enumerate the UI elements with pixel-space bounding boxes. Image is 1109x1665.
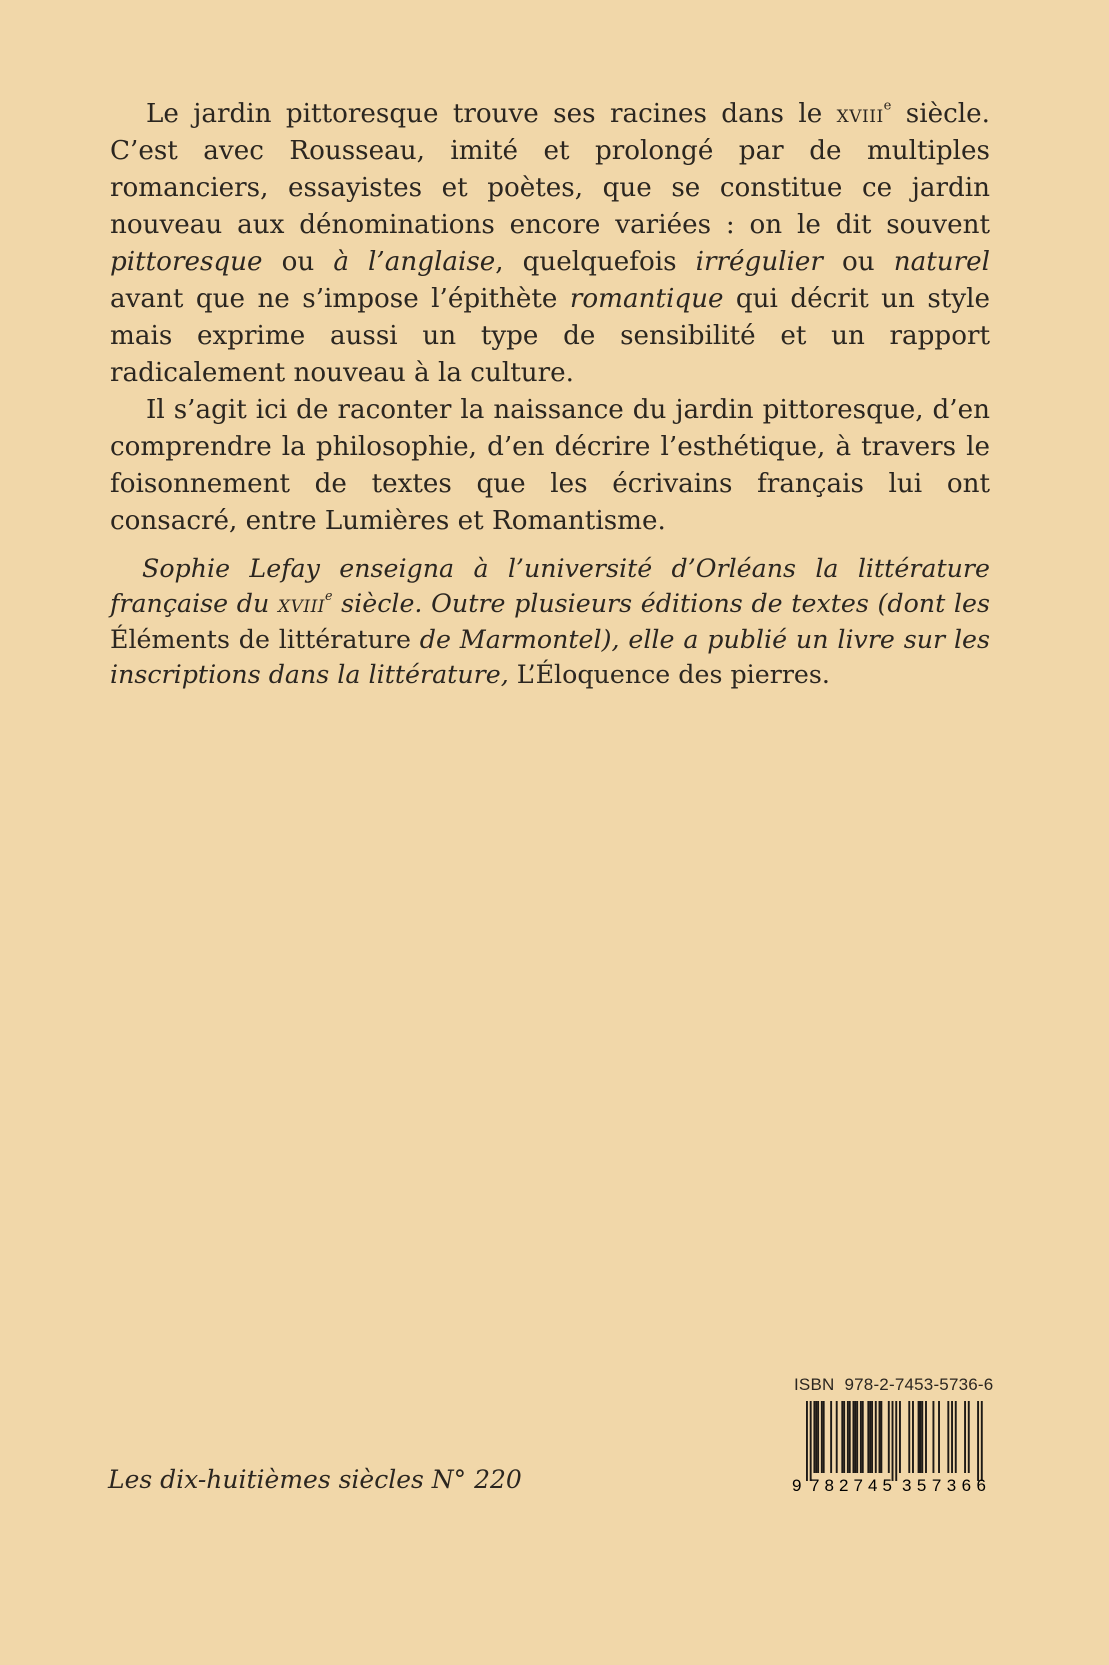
text-run: , [500, 660, 517, 689]
book-title: Éléments de littérature [110, 625, 411, 654]
italic-term: irrégulier [695, 247, 823, 277]
barcode-bar [849, 1401, 851, 1473]
text-run: . [821, 660, 830, 689]
book-title: L’Éloquence des pierres [516, 660, 822, 689]
barcode-bar [869, 1401, 871, 1473]
text-run: Sophie Lefay enseigna à l’université d’Orléans la littérature française du [110, 554, 990, 618]
italic-term: à l’anglaise [333, 247, 496, 277]
barcode-bar [836, 1401, 838, 1473]
barcode-bar [867, 1401, 869, 1473]
barcode [790, 1401, 994, 1493]
barcode-bar [853, 1401, 855, 1473]
isbn-label [794, 1375, 993, 1395]
barcode-bar [968, 1401, 970, 1473]
barcode-bar [919, 1401, 921, 1473]
barcode-digits-right: 357366 [902, 1476, 986, 1493]
barcode-bar [947, 1401, 949, 1473]
barcode-bar [879, 1401, 881, 1473]
blurb-paragraph-1 [110, 95, 990, 392]
barcode-bar [821, 1401, 823, 1473]
barcode-bars [806, 1401, 983, 1481]
barcode-bar [921, 1401, 923, 1473]
superscript: e [325, 587, 333, 603]
blurb-paragraph-2: Il s’agit ici de raconter la naissance du jardin pittoresque, d’en comprendre la philosophie, d’en décrire l’esthétique, à travers le foisonnement de textes que les écrivains français lui ont consacré, entre Lumières et Romantisme. [110, 395, 990, 536]
text-run: qui décrit un style mais exprime aussi un type de sensibilité et un rapport radicalement nouveau à la culture. [110, 284, 990, 388]
barcode-bar [925, 1401, 927, 1473]
barcode-bar [912, 1401, 914, 1473]
italic-term: romantique [569, 284, 724, 314]
barcode-bar [951, 1401, 953, 1473]
barcode-bar [932, 1401, 934, 1473]
text-run: avant que ne s’impose l’épithète [110, 284, 570, 314]
author-bio [110, 551, 990, 692]
barcode-bar [813, 1401, 815, 1473]
century-small-caps: xviii [277, 590, 325, 618]
barcode-bar [888, 1401, 890, 1473]
barcode-bar [862, 1401, 864, 1473]
barcode-bar [964, 1401, 966, 1473]
barcode-bar [880, 1401, 882, 1473]
barcode-bar [815, 1401, 817, 1473]
barcode-bar [981, 1401, 983, 1481]
barcode-bar [875, 1401, 877, 1473]
text-run: ou [262, 247, 334, 277]
barcode-bar [806, 1401, 808, 1481]
barcode-bar [847, 1401, 849, 1473]
barcode-bar [871, 1401, 873, 1473]
century-small-caps: xviii [836, 99, 884, 128]
barcode-bar [895, 1401, 897, 1481]
italic-term: naturel [893, 247, 990, 277]
text-run: siècle. Outre plusieurs éditions de textes (dont les [332, 589, 990, 618]
barcode-bar [977, 1401, 979, 1481]
barcode-bar [841, 1401, 843, 1473]
superscript: e [883, 98, 892, 114]
text-run: siècle. C’est avec Rousseau, imité et prolongé par de multiples romanciers, essayistes et poètes, que se constitue ce jardin nouveau aux dénominations encore variées : on le dit souvent [110, 99, 990, 240]
barcode-bar [854, 1401, 856, 1473]
barcode-bar [860, 1401, 862, 1473]
text-run: Le jardin pittoresque trouve ses racines dans le [146, 99, 837, 129]
barcode-bar [856, 1401, 858, 1473]
barcode-bar [892, 1401, 894, 1481]
italic-term: pittoresque [110, 247, 263, 277]
text-run: ou [822, 247, 894, 277]
barcode-bar [908, 1401, 910, 1473]
barcode-digits-left: 782745 [810, 1476, 892, 1493]
barcode-bar [918, 1401, 920, 1473]
barcode-bar [938, 1401, 940, 1473]
barcode-bar [823, 1401, 825, 1473]
barcode-bar [830, 1401, 832, 1473]
isbn-barcode-block [790, 1375, 994, 1493]
blurb [110, 95, 990, 540]
text-run: de Marmontel), elle a publié un livre sur les inscriptions dans la littérature [110, 625, 990, 689]
barcode-bar [899, 1401, 901, 1473]
series-title: Les dix-huitièmes siècles N° 220 [108, 1465, 522, 1494]
text-run: , quelquefois [495, 247, 696, 277]
isbn-number: 978-2-7453-5736-6 [844, 1375, 994, 1394]
barcode-bar [817, 1401, 819, 1473]
barcode-bar [955, 1401, 957, 1473]
barcode-bar [810, 1401, 812, 1481]
barcode-bar [843, 1401, 845, 1473]
isbn-prefix: ISBN [794, 1375, 835, 1394]
author-bio-paragraph [110, 551, 990, 692]
barcode-digit-lead: 9 [792, 1476, 802, 1493]
